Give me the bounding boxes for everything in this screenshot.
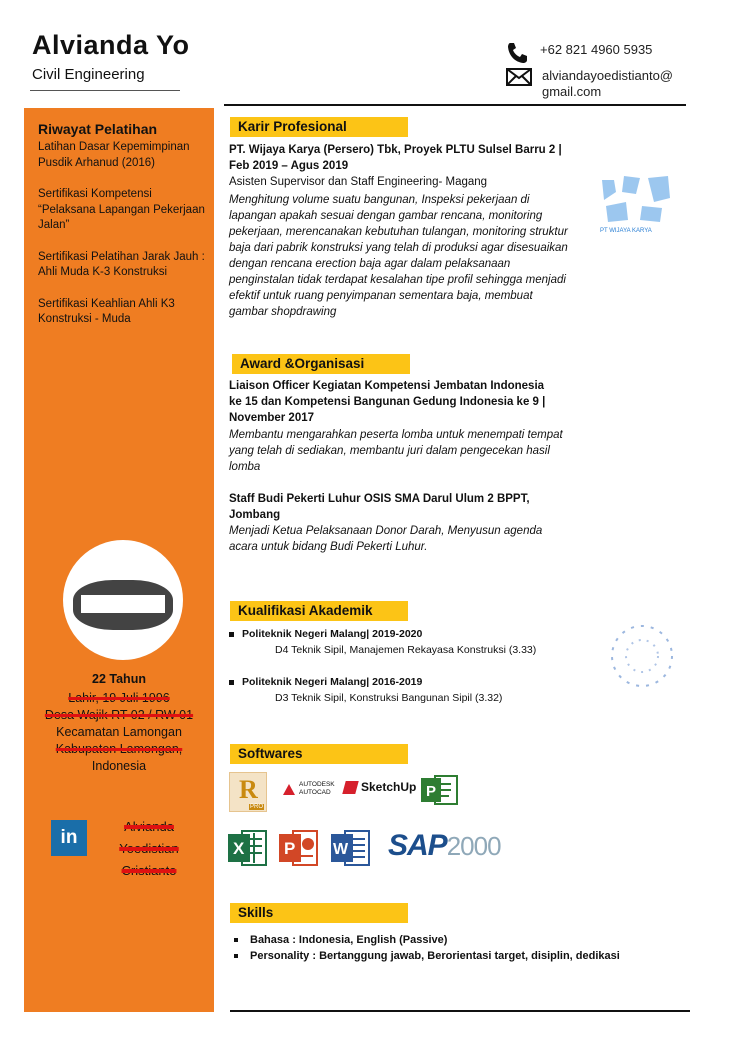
skills-list <box>234 932 674 964</box>
skill-item <box>234 948 674 964</box>
linkedin-name-line: Cristianto <box>121 863 177 878</box>
training-heading: Riwayat Pelatihan <box>38 121 158 137</box>
award-title: Staff Budi Pekerti Luhur OSIS SMA Darul Ulum 2 BPPT, Jombang <box>229 493 530 521</box>
education-school: Politeknik Negeri Malang| 2016-2019 <box>242 676 423 688</box>
training-item: Latihan Dasar Kepemimpinan Pusdik Arhanud (2016) <box>38 141 190 169</box>
skills-heading: Skills <box>230 903 408 923</box>
skill-text: Bahasa : Indonesia, English (Passive) <box>250 934 448 946</box>
word-icon <box>331 828 371 868</box>
sap-prefix: SAP <box>388 829 447 862</box>
age: 22 Tahun <box>92 672 146 686</box>
autocad-icon <box>283 784 295 795</box>
excel-icon <box>228 828 268 868</box>
excel-letter: X <box>233 839 245 858</box>
linkedin-name-line: Yoedistian <box>119 841 179 856</box>
candidate-title: Civil Engineering <box>32 66 145 83</box>
education-school: Politeknik Negeri Malang| 2019-2020 <box>242 628 423 640</box>
company-logo-text: PT WIJAYA KARYA <box>600 228 652 234</box>
job-company: PT. Wijaya Karya (Persero) Tbk, Proyek PLTU Sulsel Barru 2 | Feb 2019 – Agus 2019 <box>229 144 562 172</box>
sap2000-logo <box>388 829 501 863</box>
sketchup-icon <box>342 781 358 794</box>
autocad-line: AUTOCAD <box>299 789 331 796</box>
address-line: Kabupaten Lamongan, <box>55 742 183 756</box>
email-address-2[interactable]: gmail.com <box>542 84 602 99</box>
sap-number: 2000 <box>446 831 501 861</box>
training-item: Sertifikasi Kompetensi “Pelaksana Lapangan Pekerjaan Jalan” <box>38 188 205 231</box>
mail-icon <box>506 68 532 86</box>
phone-row <box>506 42 706 68</box>
address-line: Indonesia <box>91 759 147 773</box>
email-address-1[interactable]: alviandayoedistianto@ <box>542 68 674 83</box>
phone-number[interactable]: +62 821 4960 5935 <box>540 42 653 57</box>
job-description: Menghitung volume suatu bangunan, Inspeksi pekerjaan di lapangan apakah sesuai dengan gambar rencana, monitoring pekerjaan, merencanakan kebutuhan tulangan, monitoring struktur baja dari pabrik konstruksi yang telah di produksi agar disesuaikan dengan rencana erection baja agar dalam pelaksanaan penginstalan tidak terdapat kesalahan tipe profil sehingga menjadi efektif untuk ruang penyimpanan sementara baja, membuat gambar shopdrawing <box>229 194 568 318</box>
sketchup-label: SketchUp <box>361 780 417 794</box>
training-item: Sertifikasi Keahlian Ahli K3 Konstruksi - Muda <box>38 297 175 325</box>
education-degree: D3 Teknik Sipil, Konstruksi Bangunan Sipil (3.32) <box>275 692 503 704</box>
skill-text: Personality : Bertanggung jawab, Berorientasi target, disiplin, dedikasi <box>250 950 620 962</box>
top-divider <box>224 104 686 106</box>
address-line: Kecamatan Lamongan <box>56 725 182 739</box>
award-description: Membantu mengarahkan peserta lomba untuk menempati tempat yang telah di sediakan, membantu juri dalam pengecekan hasil lomba <box>229 429 563 473</box>
powerpoint-icon <box>279 828 319 868</box>
company-logo-icon <box>596 172 680 228</box>
education-item <box>229 628 629 656</box>
bottom-divider <box>230 1010 690 1012</box>
linkedin-name[interactable] <box>94 816 204 882</box>
phone-icon <box>506 42 530 64</box>
birth-date: Lahir, 19 Juli 1996 <box>68 691 170 705</box>
contact-block <box>506 42 706 99</box>
award-description: Menjadi Ketua Pelaksanaan Donor Darah, Menyusun agenda acara untuk bidang Budi Pekerti Luhur. <box>229 525 543 553</box>
education-heading: Kualifikasi Akademik <box>230 601 408 621</box>
linkedin-name-line: Alvianda <box>124 819 174 834</box>
revit-badge: PRO <box>249 804 263 810</box>
header-divider <box>30 90 180 91</box>
ms-project-letter: P <box>426 783 437 800</box>
company-logo <box>596 172 680 236</box>
revit-icon <box>229 772 267 812</box>
address-line: Desa Wajik RT 02 / RW 01 <box>44 708 194 722</box>
university-logo-icon <box>604 618 680 694</box>
word-letter: W <box>333 841 349 858</box>
career-heading: Karir Profesional <box>230 117 408 137</box>
awards-heading: Award &Organisasi <box>232 354 410 374</box>
sketchup-logo <box>344 780 416 794</box>
ms-project-icon <box>421 774 459 806</box>
autocad-logo <box>283 781 335 797</box>
autocad-line: AUTODESK <box>299 781 335 788</box>
candidate-name: Alvianda Yo <box>32 30 348 61</box>
training-list <box>38 140 210 344</box>
education-degree: D4 Teknik Sipil, Manajemen Rekayasa Konstruksi (3.33) <box>275 644 537 656</box>
linkedin-icon[interactable]: in <box>51 820 87 856</box>
training-item: Sertifikasi Pelatihan Jarak Jauh : Ahli Muda K-3 Konstruksi <box>38 250 205 278</box>
address <box>24 690 214 775</box>
sidebar <box>24 108 214 1012</box>
revit-letter: R <box>239 775 258 804</box>
skill-item <box>234 932 674 948</box>
software-heading: Softwares <box>230 744 408 764</box>
profile-photo <box>63 540 183 660</box>
award-title: Liaison Officer Kegiatan Kompetensi Jembatan Indonesia ke 15 dan Kompetensi Bangunan Gedung Indonesia ke 9 | November 2017 <box>229 380 546 424</box>
powerpoint-letter: P <box>284 839 296 858</box>
job-role: Asisten Supervisor dan Staff Engineering- Magang <box>229 176 488 188</box>
education-item <box>229 676 629 704</box>
